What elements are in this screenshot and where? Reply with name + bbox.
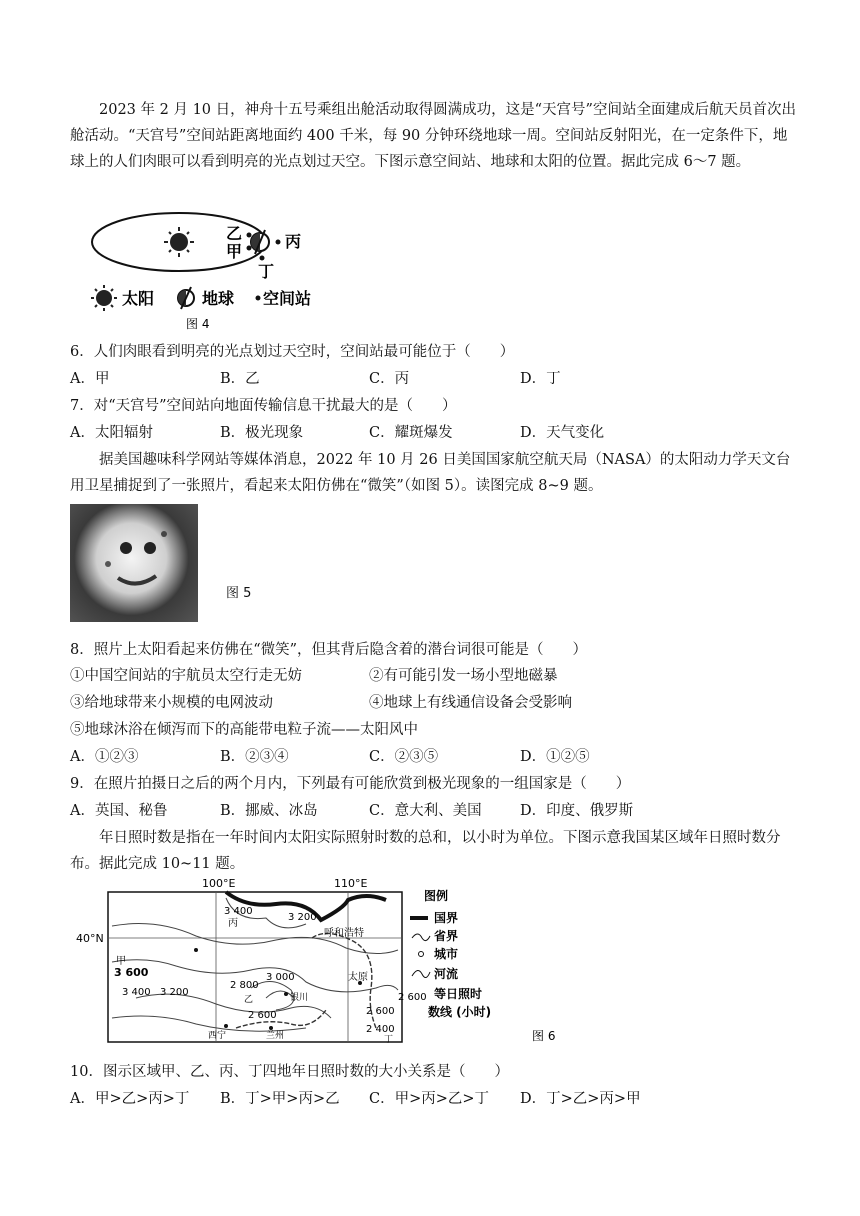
q9-option-c: C．意大利、美国 <box>369 803 482 819</box>
map-legend-title: 图例 <box>424 889 449 903</box>
sun-icon <box>164 227 194 257</box>
q8-items-row-2 <box>70 691 800 715</box>
legend-isoline-value: 2 600 <box>398 992 427 1003</box>
q10-options <box>70 1087 800 1111</box>
q8-item-2: ②有可能引发一场小型地磁暴 <box>369 668 558 684</box>
q8-option-d: D．①②⑤ <box>520 749 590 765</box>
iso-2600-right: 2 600 <box>366 1006 395 1017</box>
station-dot-jia <box>247 246 252 251</box>
legend-city-label: 城市 <box>434 947 459 961</box>
station-dot-ding <box>260 256 265 261</box>
intro-paragraph-1: 2023 年 2 月 10 日，神舟十五号乘组出舱活动取得圆满成功，这是“天宫号”空间站全面建成后航天员首次出舱活动。“天宫号”空间站距离地面约 400 千米，每 90 分钟环绕地球一周。空间站反射阳光，在一定条件下，地球上的人们肉眼可以看到明亮的光点划过天空。下图示意空间站、地球和太阳的位置。据此完成 6～7 题。 <box>70 102 796 170</box>
iso-3400-top: 3 400 <box>224 906 253 917</box>
legend-province-symbol <box>412 934 430 941</box>
q6-option-c: C．丙 <box>369 371 410 387</box>
iso-2600-center: 2 600 <box>248 1010 277 1021</box>
city-marker-yinchuan <box>284 992 288 996</box>
point-ding: 丁 <box>384 1035 394 1045</box>
q10-stem: 10．图示区域甲、乙、丙、丁四地年日照时数的大小关系是（ ） <box>70 1064 509 1080</box>
legend-isoline-label-2: 数线 (小时) <box>428 1005 492 1019</box>
city-lanzhou: 兰州 <box>266 1031 285 1041</box>
q8-option-b: B．②③④ <box>220 749 289 765</box>
q7-option-a: A．太阳辐射 <box>70 425 153 441</box>
q9-option-d: D．印度、俄罗斯 <box>520 803 634 819</box>
city-taiyuan: 太原 <box>348 972 368 983</box>
q8-option-a: A．①②③ <box>70 749 139 765</box>
q8-item-1: ①中国空间站的宇航员太空行走无妨 <box>70 668 302 684</box>
q10-option-a: A．甲>乙>丙>丁 <box>70 1091 190 1107</box>
city-hohhot: 呼和浩特 <box>324 928 364 939</box>
label-bing: 丙 <box>285 232 302 251</box>
earth-icon <box>251 230 269 254</box>
city-marker-lanzhou <box>269 1026 273 1030</box>
label-ding: 丁 <box>258 262 275 281</box>
point-yi: 乙 <box>244 995 254 1005</box>
city-marker-1 <box>194 948 198 952</box>
city-marker-xining <box>224 1024 228 1028</box>
figure-4-caption: 图 4 <box>186 317 210 331</box>
q8-items-row-3 <box>70 718 800 742</box>
q9-option-b: B．挪威、冰岛 <box>220 803 318 819</box>
q7-option-b: B．极光现象 <box>220 425 304 441</box>
iso-3400-left: 3 400 <box>122 987 151 998</box>
lon-100-label: 100°E <box>202 878 236 890</box>
figure-5-caption: 图 5 <box>226 586 252 601</box>
q9-options <box>70 799 800 823</box>
city-xining: 西宁 <box>208 1031 227 1041</box>
iso-2800: 2 800 <box>230 980 259 991</box>
q6-option-b: B．乙 <box>220 371 260 387</box>
q10-option-b: B．丁>甲>丙>乙 <box>220 1091 340 1107</box>
iso-2400: 2 400 <box>366 1024 395 1035</box>
q7-stem: 7．对“天宫号”空间站向地面传输信息干扰最大的是（ ） <box>70 398 457 414</box>
iso-3000: 3 000 <box>266 972 295 983</box>
figure-4 <box>86 212 376 334</box>
q8-option-c: C．②③⑤ <box>369 749 439 765</box>
figure-6-caption: 图 6 <box>532 1029 556 1043</box>
q7-option-c: C．耀斑爆发 <box>369 425 453 441</box>
q10-option-d: D．丁>乙>丙>甲 <box>520 1091 641 1107</box>
q6-options <box>70 367 800 391</box>
legend-station-label: 空间站 <box>263 289 312 308</box>
label-jia: 甲 <box>226 242 243 261</box>
iso-3200-top: 3 200 <box>288 912 317 923</box>
station-dot-yi <box>247 233 252 238</box>
q8-item-3: ③给地球带来小规模的电网波动 <box>70 695 273 711</box>
sun-photo <box>70 504 198 622</box>
legend-earth-icon <box>178 287 194 309</box>
q6-stem: 6．人们肉眼看到明亮的光点划过天空时，空间站最可能位于（ ） <box>70 344 515 360</box>
city-yinchuan: 银川 <box>290 993 309 1003</box>
intro-paragraph-2: 据美国趣味科学网站等媒体消息，2022 年 10 月 26 日美国国家航空航天局（NASA）的太阳动力学天文台用卫星捕捉到了一张照片，看起来太阳仿佛在“微笑”（如图 5）。读图完成 8~9 题。 <box>70 452 791 494</box>
legend-isoline-label: 等日照时 <box>434 987 483 1001</box>
station-dot-bing <box>276 240 281 245</box>
point-bing: 丙 <box>228 918 238 929</box>
legend-border-label: 国界 <box>434 911 459 925</box>
q10-option-c: C．甲>丙>乙>丁 <box>369 1091 490 1107</box>
legend-station-dot <box>256 296 261 301</box>
legend-earth-label: 地球 <box>202 289 235 308</box>
legend-sun-label: 太阳 <box>122 289 155 308</box>
legend-province-label: 省界 <box>434 929 459 943</box>
q7-options <box>70 421 800 445</box>
intro-paragraph-3: 年日照时数是指在一年时间内太阳实际照射时数的总和，以小时为单位。下图示意我国某区域年日照时数分布。据此完成 10~11 题。 <box>70 830 781 872</box>
q7-option-d: D．天气变化 <box>520 425 605 441</box>
orbit-diagram <box>86 212 376 334</box>
legend-river-label: 河流 <box>434 967 459 981</box>
legend-sun-icon <box>91 285 117 311</box>
legend-city-symbol <box>419 952 424 957</box>
figure-6-map <box>76 878 566 1050</box>
q8-stem: 8．照片上太阳看起来仿佛在“微笑”，但其背后隐含着的潜台词很可能是（ ） <box>70 642 588 658</box>
q6-option-a: A．甲 <box>70 371 110 387</box>
legend-river-symbol <box>412 970 430 977</box>
lat-40-label: 40°N <box>76 932 104 945</box>
q8-items-row-1 <box>70 664 800 688</box>
q8-options <box>70 745 800 769</box>
q6-option-d: D．丁 <box>520 371 561 387</box>
iso-3600: 3 600 <box>114 966 149 979</box>
q9-option-a: A．英国、秘鲁 <box>70 803 168 819</box>
point-jia: 甲 <box>116 956 126 967</box>
q8-item-5: ⑤地球沐浴在倾泻而下的高能带电粒子流——太阳风中 <box>70 722 418 738</box>
iso-3200-left: 3 200 <box>160 987 189 998</box>
label-yi: 乙 <box>226 224 243 243</box>
lon-110-label: 110°E <box>334 878 368 890</box>
q9-stem: 9．在照片拍摄日之后的两个月内，下列最有可能欣赏到极光现象的一组国家是（ ） <box>70 776 631 792</box>
q8-item-4: ④地球上有线通信设备会受影响 <box>369 695 572 711</box>
